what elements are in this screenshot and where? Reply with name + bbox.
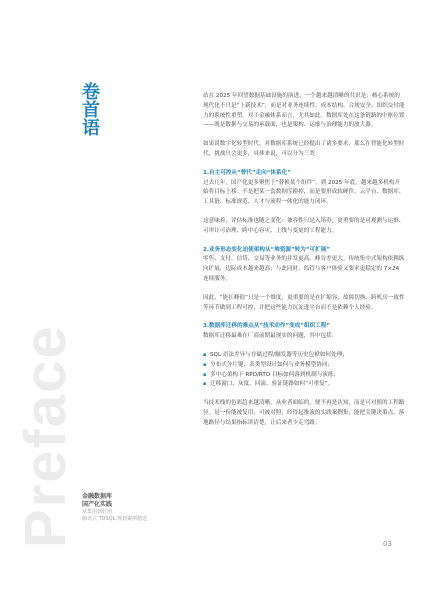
book-title-sidebar (82, 493, 147, 523)
preface-watermark: Preface (13, 324, 78, 548)
section-heading-3: 3.数据库迁移的难点从“技术动作”变成“组织工程” (203, 323, 331, 330)
section-1-paragraph-1: 过去几年，国产化更多聚焦于“替换某个组件”。到 2025 年底，越来越多机构开始将目标上移：不是把某一套数据库换掉，而是要形成软硬件、云平台、数据库、工具链、标准规范、人才与流程一体化的能力闭环。 (203, 179, 405, 206)
book-title-line-2: 国产化实践 (82, 501, 113, 508)
list-item: ▪ SQL 语法差异与存储过程/触发器等历史包袱如何处理； (203, 351, 405, 361)
section-1-paragraph-2: 这意味着，评估标准也随之变化：兼容性只是入场券，更重要的是可观测与运维、可审计可治理、跨中心容灾、上线与变更的工程能力。 (203, 217, 405, 234)
migration-issues-list (203, 351, 405, 390)
book-subtitle-line-2: 腾讯云 TDSQL 规划案例精选 (82, 516, 147, 522)
page-number: 03 (383, 540, 392, 548)
paragraph-intro: 站在 2025 年回望数据基础设施的演进，一个越来越清晰的共识是：核心系统的现代化不只是“上新技术”，而是对业务连续性、成本结构、合规安全、组织交付能力的系统性重塑。对于金融体系而言，尤其如此。数据库处在这条链路的中枢位置——既是数据与交易的承载面，也是架构、运维与治理能力的放大器。 (203, 93, 405, 129)
section-3-paragraph-1: 数据库迁移最难在厂商前期最现实的问题，其中包括： (203, 333, 338, 340)
section-heading-1: 1.自主可控从“替代”走向“体系化” (203, 169, 291, 176)
list-item: ▪ 迁移窗口、灰度、回滚、验证链路如何“可重复”。 (203, 380, 405, 390)
book-subtitle-line-1: 从集用到好用 (82, 509, 113, 515)
page-title: 卷首语 (82, 82, 100, 139)
section-2-paragraph-1: 零售、支付、信贷、交易等业务的并发更高、峰谷差更大。传统集中式架构依赖纵向扩展，边际成本越来越高；与此同时，监管与客户体验又要求更稳定的 7×24 连续服务。 (203, 256, 405, 282)
section-heading-2: 2.业务形态变化迫使架构从“堆资源”转为“可扩展” (203, 246, 331, 253)
list-item: ▪ 分布式分片键、表类型设计如何与业务模型协同； (203, 361, 405, 371)
paragraph-conclusion: 当技术栈的色彩趋来越清晰，从业者面临的，便不再是认知，而是可对照的工程路径。是一份能被复用、可被对照、经得起推演的实践案例集，能把关键决策点、落地路径与结果指标讲清楚，让后来者少走弯路。 (203, 400, 405, 426)
section-2-paragraph-2: 因此，“能扛峰值”只是一个维度，更重要的是在扩缩容、故障切换、跨机房一致性等环节做到工程可控，并把这些能力沉淀进平台而不是依赖个人经验。 (203, 294, 405, 311)
paragraph-challenges: 如果说数字化转型时代，对数据库系统已经提出了诸多要求，那么在智能化转型时代，挑战只会更多，具体来说，可以分为三类： (203, 141, 405, 157)
book-title-line-1: 金融数据库 (82, 493, 113, 500)
article-body (203, 92, 405, 429)
list-item: ▪ 多中心架构下 RPO/RTO 目标如何落到机制与演练； (203, 371, 405, 381)
